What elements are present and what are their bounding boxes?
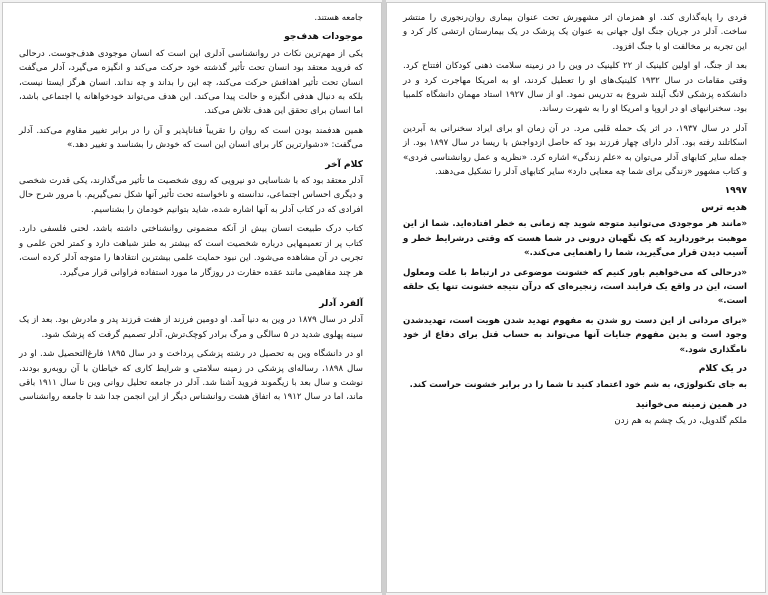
section-heading-in-a-word: در یک کلام	[698, 362, 747, 374]
paragraph: بعد از جنگ، او اولین کلینیک از ۲۲ کلینیک در وین را در زمینه سلامت ذهنی کودکان افتتاح کرد. وقتی مقامات در سال ۱۹۳۲ کلینیک‌های او را تعطیل کردند، او به امریکا مهاجرت کرد و در دانشکده پزشکی لانگ آیلند شروع به تدریس نمود. او از سال ۱۹۲۷ استاد مهمان دانشگاه کلمبیا بود. سخنرانیهای او در اروپا و امریکا او را به شهرت رساند.	[403, 61, 747, 115]
right-page	[386, 2, 766, 593]
summary-sentence: به جای تکنولوژی، به شم خود اعتماد کنید تا شما را در برابر خشونت حراست کند.	[409, 380, 747, 391]
year-label: ۱۹۹۷	[724, 185, 747, 197]
paragraph: او در دانشگاه وین به تحصیل در رشته پزشکی پرداخت و در سال ۱۸۹۵ فارغ‌التحصیل شد. او در سال ۱۸۹۸، رساله‌ای پزشکی در زمینه سلامتی و شرایط کاری که خیاطان با آن روبه‌رو بودند، نوشت و سال بعد با زیگموند فروید آشنا شد. آدلر در جامعه تحلیل روانی وین تا سال ۱۹۱۱ باقی ماند، اما در سال ۱۹۱۲ به اتفاق هشت روانشناس دیگر از این انجمن جدا شد تا جامعه روانشناسی	[19, 349, 364, 403]
section-heading-final-word: کلام آخر	[325, 158, 363, 170]
quote-1: «مانند هر موجودی می‌توانید متوجه شوید چه زمانی به خطر افتاده‌اید. شما از این موهبت برخوردارید که یک نگهبان درونی در شما هست که وقتی درشرایط خطر و آسیب دیدن قرار می‌گیرید، شما را راهنمایی می‌کند.»	[403, 219, 747, 259]
paragraph: همین هدفمند بودن است که روان را تقریباً فناناپذیر و آن را در برابر تغییر مقاوم می‌کند. آدلر می‌گفت: «دشوارترین کار برای انسان این است که خودش را بشناسد و تغییر دهد.»	[19, 125, 363, 151]
quote-3: «برای مردانی از این دست رو شدن به مفهوم تهدید شدن هویت است، تهدیدشدن وجود است و بدین مفهوم جنایات آنها می‌تواند به حساب قتل برای دفاع از خود نامگذاری شود.»	[403, 315, 747, 355]
paragraph: کتاب درک طبیعت انسان بیش از آنکه مضمونی روانشناختی داشته باشد، لحنی فلسفی دارد. کتاب پر از تعمیمهایی درباره شخصیت است که بیشتر به طنز شباهت دارد و کمتر لحن علمی و تجربی در آن مشاهده می‌شود. این نبود حمایت علمی بیشترین انتقادها را متوجه آدلر کرده است، هر چند مفاهیمی مانند عقده حقارت در روزگار ما مورد استفاده فراوانی قرار می‌گیرد.	[19, 224, 363, 278]
paragraph: آدلر در سال ۱۹۳۷، در اثر یک حمله قلبی مرد. در آن زمان او برای ایراد سخنرانی به آبردین اسکاتلند رفته بود. آدلر دارای چهار فرزند بود که حاصل ازدواجش با ریسا در سال ۱۸۹۷ بود. از جمله سایر کتابهای آدلر می‌توان به «علم زندگی» اشاره کرد. «نظریه و عمل روانشناسی فردی» و کتاب مشهور «زندگی برای شما چه معنایی دارد» سایر کتابهای آدلر را تشکیل می‌دهند.	[403, 123, 747, 178]
section-heading-related-reading: در همین زمینه می‌خوانید	[635, 398, 747, 410]
paragraph: آدلر در سال ۱۸۷۹ در وین به دنیا آمد. او دومین فرزند از هفت فرزند پدر و مادرش بود. بعد از یک سینه پهلوی شدید در ۵ سالگی و مرگ برادر کوچک‌ترش، آدلر تصمیم گرفت که پزشک شود.	[19, 315, 363, 340]
paragraph: آدلر معتقد بود که با شناسایی دو نیرویی که روی شخصیت ما تأثیر می‌گذارند، یکی قدرت شخصی و دیگری احساس اجتماعی، ندانسته و ناخواسته تحت تأثیر آنها شکل نمی‌گیریم. با مرور شرح حال افرادی که در کتاب آدلر به آنها اشاره شده، شاید بتوانیم خودمان را بشناسیم.	[19, 176, 363, 215]
paragraph: فردی را پایه‌گذاری کند. او همزمان اثر مشهورش تحت عنوان بیماری روان‌رنجوری را منتشر ساخت. آدلر در جریان جنگ اول جهانی به عنوان یک پزشک در یک بیمارستان ارتشی کار کرد و این تجربه بر مخالفت او با جنگ افزود.	[403, 13, 747, 52]
intro-text: جامعه هستند.	[314, 13, 363, 23]
section-heading-goal-seeking: موجودات هدف‌جو	[284, 31, 363, 43]
quote-2: «درحالی که می‌خواهیم باور کنیم که خشونت موضوعی در ارتباط با علت ومعلول است، این در واقع یک فرایند است، زنجیره‌ای که درآن نتیجه خشونت تنها یک حلقه است.»	[403, 267, 747, 307]
paragraph: یکی از مهم‌ترین نکات در روانشناسی آدلری این است که انسان موجودی هدف‌جوست. درحالی که فروید معتقد بود انسان تحت تأثیر گذشته خود حرکت می‌کند و انگیزه می‌گیرد، آدلر می‌گفت انسان تحت تأثیر اهدافش حرکت می‌کند، چه این را بداند و چه نداند. انسان هرگز ایستا نیست، بلکه به دنبال هدفی انگیزه و حالت پیدا می‌کند. این هدف می‌تواند خودخواهانه یا اجتماعی باشد، اما انسان برای تحقق این هدف تلاش می‌کند.	[19, 48, 363, 117]
left-page	[2, 2, 382, 593]
left-column	[19, 11, 363, 586]
right-column	[403, 11, 747, 586]
section-heading-alfred-adler: آلفرد آدلر	[319, 297, 363, 309]
related-book: ملکم گلدویل، در یک چشم به هم زدن	[614, 416, 747, 427]
spacer	[19, 285, 363, 295]
section-heading-gift-of-fear: هدیه ترس	[701, 201, 747, 213]
